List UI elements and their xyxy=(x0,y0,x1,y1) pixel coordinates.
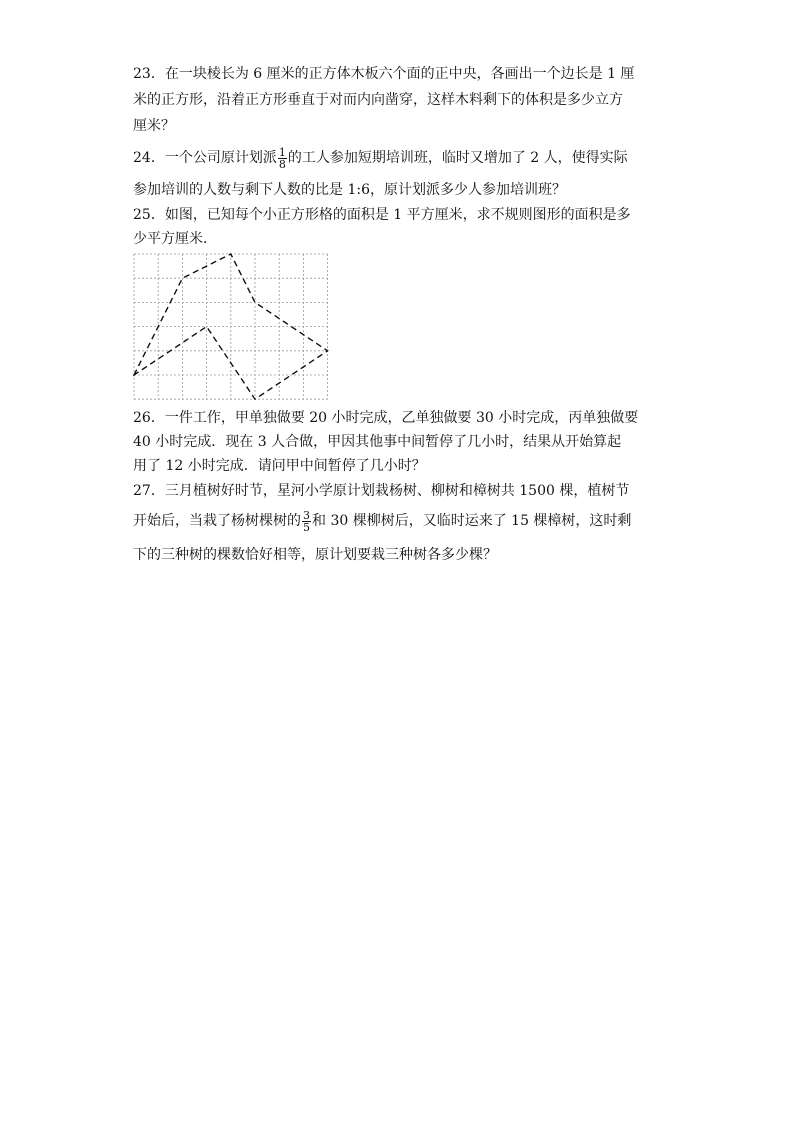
problem-26-line-2: 40 小时完成．现在 3 人合做，甲因其他事中间暂停了几小时，结果从开始算起 xyxy=(133,434,622,450)
problem-25-line-2: 少平方厘米． xyxy=(133,231,217,247)
fraction-numerator: 3 xyxy=(303,508,310,522)
problem-23-line-2: 米的正方形，沿着正方形垂直于对而内向凿穿，这样木料剩下的体积是多少立方 xyxy=(133,92,623,108)
problem-23-line-3: 厘米？ xyxy=(133,118,175,134)
fraction-denominator: 8 xyxy=(278,157,286,171)
problem-27-text-b: 和 30 棵柳树后，又临时运来了 15 棵樟树，这时剩 xyxy=(312,513,632,529)
problem-26-line-1: 26．一件工作，甲单独做要 20 小时完成，乙单独做要 30 小时完成，丙单独做要 xyxy=(133,410,639,426)
problem-27-line-3: 下的三种树的棵数恰好相等，原计划要栽三种树各多少棵？ xyxy=(133,547,497,563)
problem-24-line-1 xyxy=(133,146,628,170)
fraction-denominator: 5 xyxy=(303,520,310,534)
fraction-one-eighth xyxy=(278,147,287,170)
problem-23-line-1: 23．在一块棱长为 6 厘米的正方体木板六个面的正中央，各画出一个边长是 1 厘 xyxy=(133,66,635,82)
problem-25-line-1: 25．如图，已知每个小正方形格的面积是 1 平方厘米，求不规则图形的面积是多 xyxy=(133,207,631,223)
problem-24-text-a: 24．一个公司原计划派 xyxy=(133,150,277,166)
problem-24-line-2: 参加培训的人数与剩下人数的比是 1:6，原计划派多少人参加培训班？ xyxy=(133,182,566,198)
problem-27-line-1: 27．三月植树好时节，星河小学原计划栽杨树、柳树和樟树共 1500 棵，植树节 xyxy=(133,483,630,499)
problem-27-line-2 xyxy=(133,508,631,534)
problem-24-text-b: 的工人参加短期培训班，临时又增加了 2 人，使得实际 xyxy=(287,150,628,166)
problem-27-text-a: 开始后，当栽了杨树棵树的 xyxy=(133,513,301,529)
fraction-numerator: 1 xyxy=(278,145,286,159)
grid-figure xyxy=(133,253,331,403)
problem-26-line-3: 用了 12 小时完成．请问甲中间暂停了几小时？ xyxy=(133,458,426,474)
fraction-three-fifths xyxy=(302,510,311,533)
